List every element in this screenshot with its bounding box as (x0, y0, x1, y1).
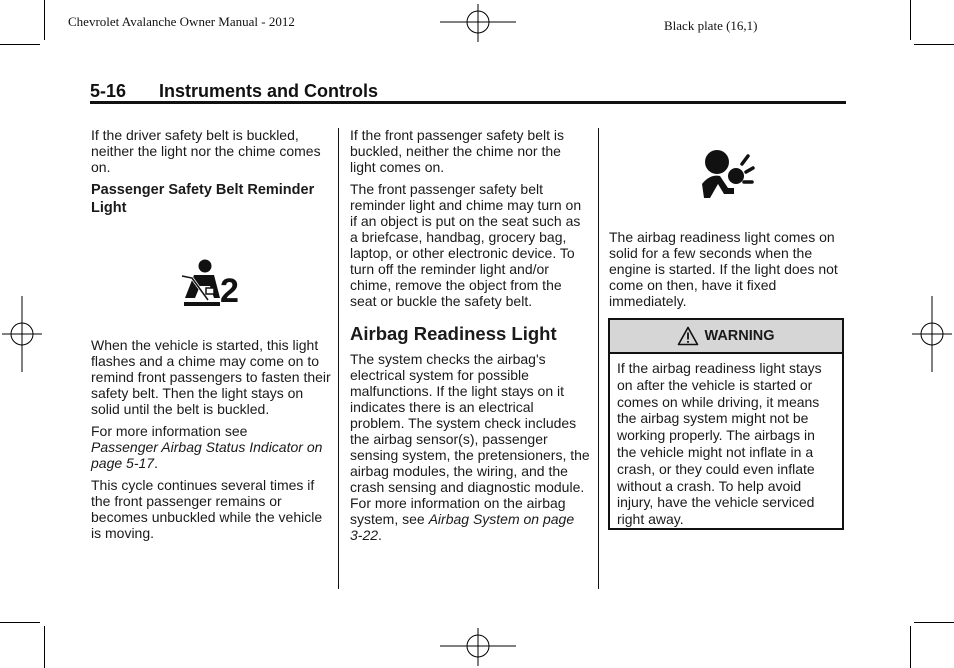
plate-label: Black plate (16,1) (664, 18, 758, 33)
crop-mark (910, 0, 911, 40)
section-title: Instruments and Controls (159, 81, 379, 101)
warning-text: If the airbag readiness light stays on after the vehicle is started or comes on while driving, it means the airbag system might not be working properly. The airbags in the vehicle might not inflate in a crash, or they could even inflate without a crash. To help avoid injury, have the vehicle serviced right away. (617, 360, 822, 528)
cross-reference-link[interactable]: Passenger Airbag Status Indicator on page 5-17 (91, 439, 323, 471)
paragraph: When the vehicle is started, this light flashes and a chime may come on to remind front passengers to fasten their safety belt. Then the light stays on solid until the belt is buckled. (91, 337, 331, 417)
column-divider (598, 128, 599, 589)
warning-header (610, 320, 842, 354)
crop-mark (910, 626, 911, 668)
column-2 (350, 127, 590, 549)
crop-mark (44, 0, 45, 40)
crop-mark (0, 44, 40, 45)
text: . (154, 455, 158, 471)
column-divider (338, 128, 339, 589)
section-number: 5-16 (90, 81, 127, 101)
seatbelt-icon-number: 2 (220, 272, 239, 310)
paragraph: If the front passenger safety belt is buckled, neither the chime nor the light comes on. (350, 127, 565, 175)
warning-box (608, 318, 844, 530)
paragraph: If the driver safety belt is buckled, neither the light nor the chime comes on. (91, 127, 321, 175)
paragraph: The airbag readiness light comes on solid for a few seconds when the engine is started. If the light does not come on then, have it fixed immediately. (609, 229, 838, 309)
text: The system checks the airbag's electrical system for possible malfunctions. If the light stays on it indicates there is an electrical problem. The system check includes the airbag sensor(s), passenger sensing system, the pretensioners, the airbag modules, the wiring, and the crash sensing and diagnostic module. For more information on the airbag system, see (350, 351, 590, 527)
registration-mark-icon (440, 626, 516, 668)
section-rule (90, 101, 846, 104)
crop-mark (0, 622, 40, 623)
section-heading: Airbag Readiness Light (350, 323, 557, 344)
paragraph (350, 351, 590, 543)
paragraph: The front passenger safety belt reminder light and chime may turn on if an object is put on the seat such as a briefcase, handbag, grocery bag, laptop, or other electronic device. To turn off the reminder light and/or chime, remove the object from the seat or buckle the safety belt. (350, 181, 582, 309)
passenger-seatbelt-reminder-icon (180, 258, 244, 310)
paragraph (91, 423, 331, 471)
airbag-readiness-icon (700, 148, 756, 202)
crop-mark (44, 626, 45, 668)
text: For more information see (91, 423, 248, 439)
registration-mark-icon (0, 296, 44, 372)
column-1-lower (91, 337, 331, 547)
paragraph: This cycle continues several times if the front passenger remains or becomes unbuckled while the vehicle is moving. (91, 477, 323, 541)
registration-mark-icon (910, 296, 954, 372)
text: . (378, 527, 382, 543)
registration-mark-icon (440, 2, 516, 44)
warning-label: WARNING (704, 328, 775, 344)
column-1 (91, 127, 331, 223)
cross-reference-link[interactable]: Airbag System on page 3-22 (350, 511, 575, 543)
crop-mark (914, 44, 954, 45)
crop-mark (914, 622, 954, 623)
subheading: Passenger Safety Belt Reminder Light (91, 182, 315, 216)
warning-triangle-icon (677, 326, 699, 346)
column-3 (609, 229, 849, 315)
manual-title: Chevrolet Avalanche Owner Manual - 2012 (68, 14, 295, 29)
